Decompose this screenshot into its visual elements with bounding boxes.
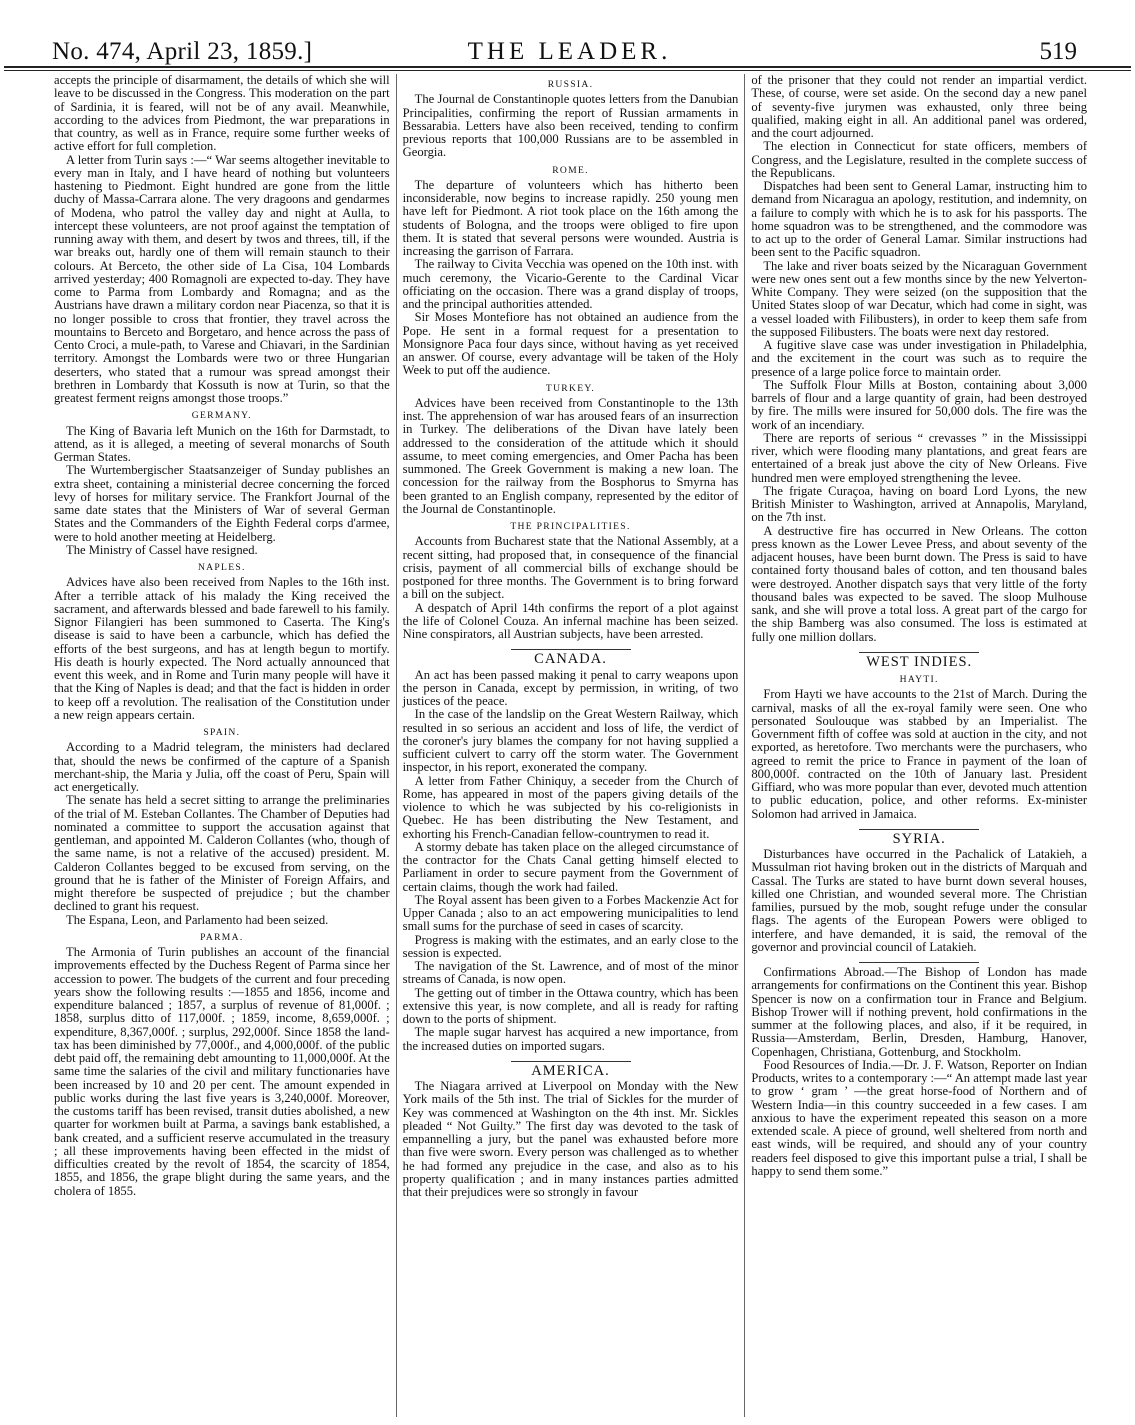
paragraph: Food Resources of India.—Dr. J. F. Watson, Reporter on Indian Products, writes to a contemporary :—“ An attempt made last year to grow ‘ gram ’ —the great horse-food of Northern and of Western India—in this country succeeded in a few cases. I am anxious to have the experiment repeated this season on a more extended scale. A piece of ground, well sheltered from north and east winds, will be required, and should any of your country readers feel disposed to give this important pulse a trial, I shall be happy to send them some.” bbox=[751, 1057, 1088, 1178]
section-heading-russia: RUSSIA. bbox=[547, 79, 594, 90]
page-header bbox=[44, 0, 1095, 65]
paragraph: The railway to Civita Vecchia was opened on the 10th inst. with much ceremony, the Vicario-Gerente to the Cardinal Vicar officiating on the occasion. There was a grand display of troops, and the principal authorities attended. bbox=[402, 257, 739, 311]
section-heading-canada: CANADA. bbox=[534, 651, 607, 668]
paragraph: There are reports of serious “ crevasses ” in the Mississippi river, which were flooding many plantations, and great fears are entertained of a break just above the city of New Orleans. Five hundred men were employed strengthening the levee. bbox=[751, 430, 1088, 485]
paragraph: A destructive fire has occurred in New Orleans. The cotton press known as the Lower Levee Press, and about seventy of the adjacent houses, have been burnt down. The Press is said to have contained forty thousand bales of cotton, and ten thousand bales were destroyed. Another dispatch says that very little of the forty thousand bales was expected to be saved. The sloop Mulhouse sank, and she will prove a total loss. A great part of the cargo for the ship Bamberg was also consumed. The loss is estimated at fully one million dollars. bbox=[751, 523, 1088, 644]
paragraph: An act has been passed making it penal to carry weapons upon the person in Canada, except by permission, in writing, of two justices of the peace. bbox=[402, 667, 739, 708]
paragraph: Disturbances have occurred in the Pachalick of Latakieh, a Mussulman riot having broken out in the districts of Marquah and Cassal. The Turks are stated to have burnt down several houses, killed one Christian, and wounded several more. The Christian families, pursued by the mob, sought refuge under the consular flags. The agents of the European Powers were obliged to interfere, and have demanded, it is said, the removal of the governor and provincial council of Latakieh. bbox=[751, 847, 1088, 954]
section-divider bbox=[859, 652, 979, 653]
paragraph: Dispatches had been sent to General Lamar, instructing him to demand from Nicaragua an apology, restitution, and indemnity, on a failure to comply with which he is to ask for his passports. The home squadron was to be strengthened, and the commodore was to act up to the order of General Lamar. Similar instructions had been sent to the Pacific squadron. bbox=[751, 179, 1088, 260]
paragraph: Confirmations Abroad.—The Bishop of London has made arrangements for confirmations on the Continent this year. Bishop Spencer is now on a confirmation tour in France and Belgium. Bishop Trower will if nothing prevent, hold confirmations in the summer at the following places, and also, if it be required, in Russia—Amsterdam, Berlin, Dresden, Hamburg, Hanover, Copenhagen, Christiana, Gottenburg, and Stockholm. bbox=[751, 965, 1088, 1059]
paragraph: The Niagara arrived at Liverpool on Monday with the New York mails of the 5th inst. The trial of Sickles for the murder of Key was commenced at Washington on the 4th inst. Mr. Sickles pleaded “ Not Guilty.” The first day was devoted to the task of empannelling a jury, but the panel was exhausted before more than five were sworn. Every person was challenged as to whether he had formed any prejudice in the case, and also as to his property qualification ; and in many instances parties admitted that their prejudices were so strongly in favour bbox=[402, 1079, 739, 1199]
section-heading-rome: ROME. bbox=[552, 164, 589, 176]
section-heading-parma: PARMA. bbox=[200, 931, 244, 943]
section-divider bbox=[859, 962, 979, 963]
paragraph: Progress is making with the estimates, and an early close to the session is expected. bbox=[402, 932, 739, 960]
paragraph: The Armonia of Turin publishes an account of the financial improvements effected by the Duchess Regent of Parma since her accession to power. The budgets of the current and four preceding years show the following results :—1855 and 1856, income and expenditure balanced ; 1857, a surplus of revenue of 81,000f. ; 1858, surplus ditto of 117,000f. ; 1859, income, 8,659,000f. ; expenditure, 8,367,000f. ; surplus, 292,000f. Since 1858 the land-tax has been diminished by 77,000f., and 4,000,000f. of the public debt paid off, the remaining debt amounting to 11,000,000f. At the same time the salaries of the civil and military functionaries have been increased by 10 and 20 per cent. The amount expended in public works during the last five years is 3,240,000f. Moreover, the customs tariff has been revised, transit duties abolished, a new quarter for workmen built at Parma, a savings bank established, a bank created, and a sufficient reserve accumulated in the treasury ; all these improvements having been effected in the midst of difficulties created by the revolt of 1854, the scarcity of 1854, 1855, and 1856, the grape blight during the same years, and the cholera of 1855. bbox=[54, 945, 390, 1198]
paragraph: The navigation of the St. Lawrence, and of most of the minor streams of Canada, is now open. bbox=[402, 959, 739, 987]
paragraph: The Espana, Leon, and Parlamento had been seized. bbox=[66, 912, 329, 927]
columns bbox=[48, 74, 1093, 1417]
paragraph: Advices have also been received from Naples to the 16th inst. After a terrible attack of his malady the King received the sacrament, and afterwards blessed and bade farewell to his family. Signor Filangieri has been summoned to Caserta. The King's disease is said to have been a carbuncle, which has defied the efforts of the best surgeons, and has at length begun to mortify. His death is hourly expected. The Nord actually announced that event this week, and in Rome and Turin many people will have it that the King of Naples is dead; and that the fact is hidden in order to keep off a revolution. The realisation of the Constitution under a new reign appears certain. bbox=[54, 575, 390, 722]
column-3 bbox=[744, 74, 1093, 1417]
page-number: 519 bbox=[1039, 38, 1077, 65]
paragraph: A stormy debate has taken place on the alleged circumstance of the contractor for the Chats Canal getting himself elected to Parliament in order to secure payment from the Government of certain claims, though the work had failed. bbox=[402, 839, 739, 894]
section-divider bbox=[511, 649, 631, 650]
paragraph: The Ministry of Cassel have resigned. bbox=[66, 542, 258, 557]
section-heading-america: AMERICA. bbox=[531, 1062, 610, 1079]
section-heading-turkey: TURKEY. bbox=[545, 382, 596, 394]
paragraph: The getting out of timber in the Ottawa country, which has been extensive this year, is now complete, and all is ready for rafting down to the ports of shipment. bbox=[402, 985, 739, 1026]
paragraph: Accounts from Bucharest state that the National Assembly, at a recent sitting, had proposed that, in consequence of the financial crisis, payment of all commercial bills of exchange should be postponed for three months. The Government is to bring forward a bill on the subject. bbox=[402, 534, 739, 602]
paragraph: The King of Bavaria left Munich on the 16th for Darmstadt, to attend, as it is alleged, a meeting of several monarchs of South German States. bbox=[54, 423, 390, 464]
paragraph: The election in Connecticut for state officers, members of Congress, and the Legislature, resulted in the complete success of the Republicans. bbox=[751, 139, 1088, 180]
paragraph: A letter from Turin says :—“ War seems altogether inevitable to every man in Italy, and I have heard of nothing but volunteers hastening to Piedmont. Eight hundred are gone from the little duchy of Massa-Carrara alone. The very dragoons and gendarmes of Modena, who patrol the valley day and night at Aulla, to intercept these volunteers, are not proof against the temptation of running away with them, and desert by twos and threes, till, if the war breaks out, hardly one of them will remain staunch to their colours. At Berceto, the other side of La Cisa, 104 Lombards arrived yesterday; 400 Romagnoli are expected to-day. They have come to Parma from Lombardy and Romagna; and as the Austrians have drawn a military cordon near Piacenza, so that it is no longer possible to cross that frontier, they travel across the mountains to Berceto and Borgetaro, and hence across the pass of Cento Croci, a mule-path, to Varese and Chiavari, in the Sardinian territory. Amongst the Lombards were two or three Hungarian deserters, who stated that a rumour was spread amongst their brethren in Lombardy that Kossuth is now at Turin, so that the greatest ferment reigns amongst those troops.” bbox=[54, 152, 390, 405]
header-rule bbox=[4, 66, 1131, 68]
header-rule-thin bbox=[4, 70, 1131, 71]
column-2 bbox=[396, 74, 745, 1417]
paragraph: According to a Madrid telegram, the ministers had declared that, should the news be confirmed of the capture of a Spanish merchant-ship, the Maria y Julia, off the coast of Peru, Spain will act energetically. bbox=[54, 740, 390, 794]
paragraph: From Hayti we have accounts to the 21st of March. During the carnival, masks of all the ex-royal family were seen. One who personated Soulouque was stabbed by an Imperialist. The Government fifth of coffee was sold at auction in the city, and not exported, as heretofore. Two merchants were the purchasers, who agreed to remit the price to France in payment of the loan of 800,000f. contracted on the 10th of January last. President Giffiard, who was more popular than ever, devoted much attention to public education, police, and other reforms. Ex-minister Solomon had arrived in Jamaica. bbox=[751, 687, 1088, 821]
paragraph: The departure of volunteers which has hitherto been inconsiderable, now begins to increase rapidly. 250 young men have left for Piedmont. A riot took place on the 16th among the students of Bologna, and the troops were obliged to fire upon them. It is stated that several persons were wounded. Austria is increasing the garrison of Farrara. bbox=[402, 177, 739, 258]
section-heading-west-indies: WEST INDIES. bbox=[866, 653, 973, 670]
paragraph: The Journal de Constantinople quotes letters from the Danubian Principalities, confirming the report of Russian armaments in Bessarabia. Letters have also been received, tending to confirm previous reports that 100,000 Russians are to be assembled in Georgia. bbox=[402, 92, 739, 160]
paragraph: The frigate Curaçoa, having on board Lord Lyons, the new British Minister to Washington, arrived at Annapolis, Maryland, on the 7th inst. bbox=[751, 483, 1088, 525]
paragraph: The Suffolk Flour Mills at Boston, containing about 3,000 barrels of flour and a large quantity of grain, had been destroyed by fire. The mills were insured for 50,000 dols. The fire was the work of an incendiary. bbox=[751, 377, 1088, 432]
section-heading-naples: NAPLES. bbox=[197, 562, 246, 573]
paragraph: The Wurtembergischer Staatsanzeiger of Sunday publishes an extra sheet, containing a ministerial decree concerning the forced levy of horses for military service. The Frankfort Journal of the same date states that the Ministers of War of several German States and the Commanders of the Eighth Federal corps d'armee, were to hold another meeting at Heidelberg. bbox=[54, 463, 390, 544]
section-divider bbox=[859, 829, 979, 830]
paragraph: of the prisoner that they could not render an impartial verdict. These, of course, were set aside. On the second day a new panel of seventy-five jurymen was exhausted, only three being qualified, making eight in all. An additional panel was ordered, and the court adjourned. bbox=[751, 74, 1088, 140]
section-heading-principalities: THE PRINCIPALITIES. bbox=[510, 521, 631, 532]
paragraph: A letter from Father Chiniquy, a seceder from the Church of Rome, has appeared in most of the papers giving details of the violence to which he was subjected by his co-religionists in Quebec. He has been distributing the New Testament, and exhorting his French-Canadian fellow-countrymen to read it. bbox=[402, 773, 739, 841]
paragraph: accepts the principle of disarmament, the details of which she will leave to be discussed in the Congress. This moderation on the part of Sardinia, it is feared, will not be of any avail. Meanwhile, according to the advices from Piedmont, the war preparations in that country, as well as in France, require some further weeks of active effort for full completion. bbox=[54, 74, 390, 154]
paragraph: The maple sugar harvest has acquired a new importance, from the increased duties on imported sugars. bbox=[402, 1025, 739, 1053]
issue-date: No. 474, April 23, 1859.] bbox=[52, 38, 313, 65]
masthead-title: THE LEADER. bbox=[467, 38, 672, 65]
paragraph: A despatch of April 14th confirms the report of a plot against the life of Colonel Couza. An infernal machine has been seized. Nine conspirators, all Austrian subjects, have been arrested. bbox=[402, 600, 739, 641]
section-heading-syria: SYRIA. bbox=[892, 830, 946, 847]
section-divider bbox=[511, 1061, 631, 1062]
paragraph: The senate has held a secret sitting to arrange the preliminaries of the trial of M. Esteban Collantes. The Chamber of Deputies had nominated a committee to support the accusation against that gentleman, and appointed M. Calderon Collantes (who, though of the same name, is not a relative of the accused) president. M. Calderon Collantes begged to be excused from serving, on the ground that he is father of the Minister of Foreign Affairs, and might therefore be suspected of prejudice ; but the chamber declined to grant his request. bbox=[54, 793, 390, 914]
section-subheading-hayti: HAYTI. bbox=[899, 674, 939, 685]
paragraph: In the case of the landslip on the Great Western Railway, which resulted in so serious an accident and loss of life, the verdict of the coroner's jury blames the company for not having supplied a sufficient culvert to carry off the storm water. The Government inspector, in his report, exonerated the company. bbox=[402, 707, 739, 775]
section-heading-germany: GERMANY. bbox=[191, 410, 252, 422]
section-heading-spain: SPAIN. bbox=[203, 727, 241, 738]
paragraph: Advices have been received from Constantinople to the 13th inst. The apprehension of war has aroused fears of an insurrection in Turkey. The deliberations of the Divan have lately been addressed to the consideration of the attitude which it should assume, to meet coming emergencies, and Omer Pacha has been summoned. The Greek Government is making a new loan. The concession for the railway from the Bosphorus to Smyrna has been granted to an English company, represented by the editor of the Journal de Constantinople. bbox=[402, 395, 739, 516]
column-1 bbox=[48, 74, 396, 1417]
paragraph: Sir Moses Montefiore has not obtained an audience from the Pope. He sent in a formal request for a presentation to Monsignore Paca four days since, without having as yet received an answer. Of course, every advantage will be taken of the Holy Week to put off the audience. bbox=[402, 310, 739, 378]
paragraph: The Royal assent has been given to a Forbes Mackenzie Act for Upper Canada ; also to an act empowering municipalities to lend small sums for the purchase of seed in cases of scarcity. bbox=[402, 892, 739, 934]
paragraph: The lake and river boats seized by the Nicaraguan Government were new ones sent out a few months since by the new Yelverton-White Company. They were seized (on the supposition that the United States sloop of war Decatur, which had come in sight, was a vessel loaded with Filibusters), in order to keep them safe from the supposed Filibusters. The boats were next day restored. bbox=[751, 258, 1088, 339]
paragraph: A fugitive slave case was under investigation in Philadelphia, and the excitement in the court was such as to require the presence of a large police force to maintain order. bbox=[751, 338, 1088, 379]
